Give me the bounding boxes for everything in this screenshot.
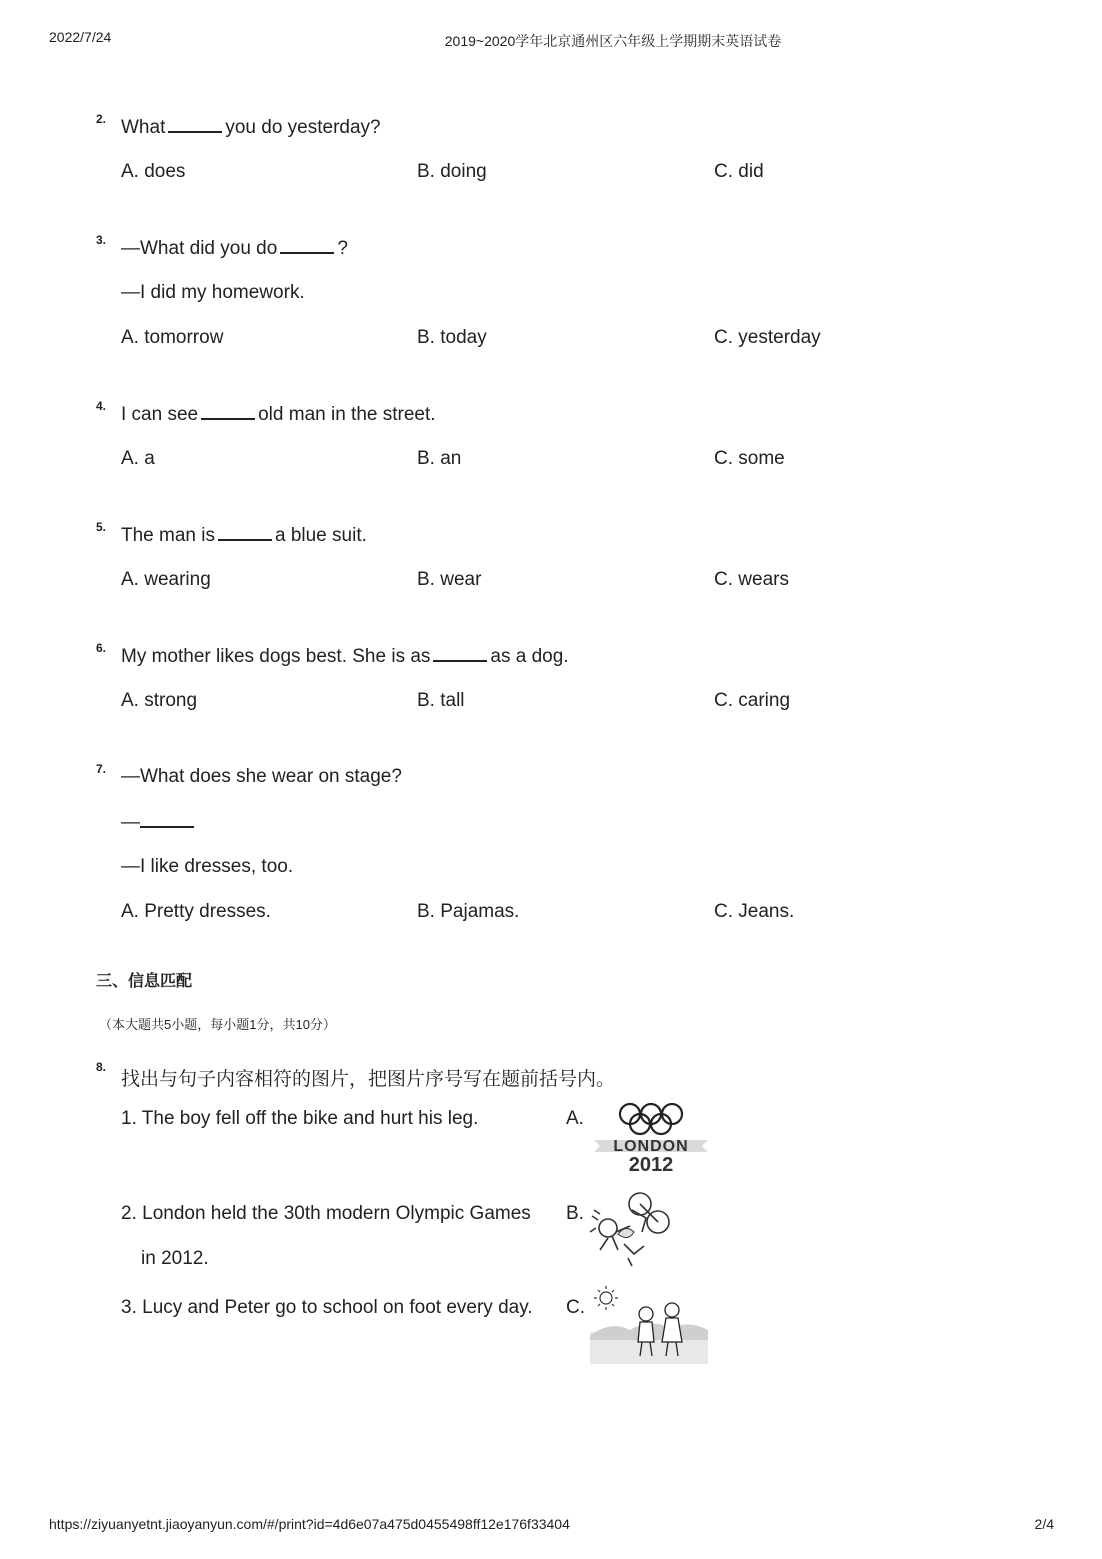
option-a: A. wearing	[121, 569, 211, 590]
option-c: C. Jeans.	[714, 901, 795, 922]
picture-label-a: A.	[566, 1108, 584, 1129]
london-2012-olympic-logo-image	[590, 1098, 712, 1178]
section-title: 三、信息匹配	[96, 973, 193, 990]
dash: —	[121, 812, 140, 833]
option-c: C. wears	[714, 569, 789, 590]
option-a: A. tomorrow	[121, 327, 224, 348]
question-number: 6.	[96, 641, 107, 655]
page-url: https://ziyuanyetnt.jiaoyanyun.com/#/print?id=4d6e07a475d0455498ff12e176f33404	[49, 1516, 570, 1532]
stem-text: What	[121, 117, 166, 138]
question-number: 2.	[96, 112, 107, 126]
question-stem	[121, 524, 367, 547]
stem-text: old man in the street.	[258, 404, 436, 425]
option-c: C. yesterday	[714, 327, 821, 348]
dialogue-line: —I like dresses, too.	[121, 856, 294, 877]
matching-sentence-3: 3. Lucy and Peter go to school on foot every day.	[121, 1297, 533, 1318]
picture-label-c: C.	[566, 1297, 585, 1318]
question-stem	[121, 237, 348, 260]
answer-blank	[280, 237, 334, 254]
answer-blank	[218, 524, 272, 541]
answer-blank	[168, 116, 222, 133]
page-number: 2/4	[1034, 1516, 1054, 1532]
option-a: A. does	[121, 161, 186, 182]
matching-sentence-1: 1. The boy fell off the bike and hurt his leg.	[121, 1108, 479, 1129]
picture-label-b: B.	[566, 1203, 584, 1224]
option-b: B. tall	[417, 690, 465, 711]
question-stem	[121, 116, 381, 139]
question-instruction: 找出与句子内容相符的图片，把图片序号写在题前括号内。	[121, 1069, 616, 1090]
print-date: 2022/7/24	[49, 29, 112, 45]
option-c: C. did	[714, 161, 764, 182]
answer-blank	[201, 403, 255, 420]
dialogue-line: —I did my homework.	[121, 282, 305, 303]
option-c: C. some	[714, 448, 785, 469]
logo-text-year: 2012	[628, 1154, 674, 1176]
matching-sentence-2-cont: in 2012.	[141, 1248, 209, 1269]
question-stem	[121, 645, 569, 668]
logo-text-london: LONDON	[613, 1138, 689, 1155]
question-number: 3.	[96, 233, 107, 247]
matching-sentence-2: 2. London held the 30th modern Olympic Games	[121, 1203, 531, 1224]
question-stem	[121, 403, 436, 426]
kids-walking-to-school-image	[590, 1284, 708, 1364]
answer-blank	[433, 645, 487, 662]
option-b: B. an	[417, 448, 462, 469]
stem-text: My mother likes dogs best. She is as	[121, 646, 431, 667]
stem-text: as a dog.	[490, 646, 569, 667]
stem-text: a blue suit.	[274, 525, 367, 546]
stem-text: —What did you do	[121, 238, 278, 259]
dialogue-line: —What does she wear on stage?	[121, 766, 402, 787]
document-title: 2019~2020学年北京通州区六年级上学期期末英语试卷	[444, 33, 782, 49]
boy-falling-off-bike-image	[588, 1188, 678, 1270]
option-b: B. today	[417, 327, 487, 348]
answer-blank	[140, 811, 194, 828]
section-note: （本大题共5小题，每小题1分，共10分）	[99, 1017, 336, 1032]
option-a: A. Pretty dresses.	[121, 901, 271, 922]
stem-text: ?	[337, 238, 348, 259]
question-number: 4.	[96, 399, 107, 413]
question-number: 8.	[96, 1060, 107, 1074]
option-a: A. a	[121, 448, 155, 469]
option-b: B. Pajamas.	[417, 901, 520, 922]
dialogue-line	[121, 811, 197, 834]
option-b: B. wear	[417, 569, 482, 590]
question-number: 5.	[96, 520, 107, 534]
option-c: C. caring	[714, 690, 791, 711]
stem-text: I can see	[121, 404, 199, 425]
stem-text: The man is	[121, 525, 215, 546]
option-b: B. doing	[417, 161, 487, 182]
option-a: A. strong	[121, 690, 198, 711]
question-number: 7.	[96, 762, 107, 776]
stem-text: you do yesterday?	[225, 117, 381, 138]
